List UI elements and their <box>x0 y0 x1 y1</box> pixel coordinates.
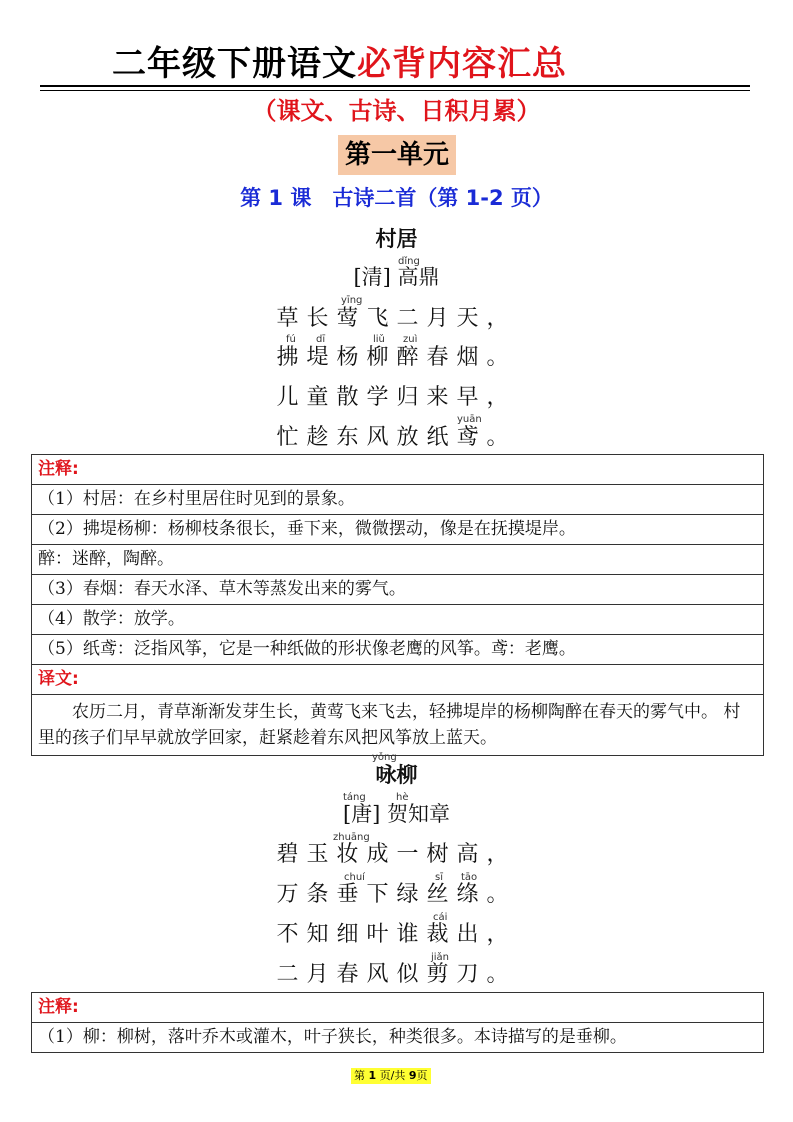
pinyin-yuan: yuān <box>457 414 482 425</box>
notes-heading: 注释: <box>32 993 764 1023</box>
poem2-author: [唐] 贺知章 <box>342 802 451 826</box>
lesson-heading: 第 1 课 古诗二首（第 1-2 页） <box>240 186 553 210</box>
footer-total-pages: 9 <box>408 1069 417 1082</box>
title-black-part: 二年级下册语文 <box>112 44 357 84</box>
footer-page-number: 1 <box>368 1069 377 1082</box>
note-item: （3）春烟：春天水泽、草木等蒸发出来的雾气。 <box>32 575 764 605</box>
poem2-line-3: 不知细叶谁裁出， <box>276 922 517 947</box>
pinyin-di: dī <box>316 334 326 345</box>
translation-heading: 译文: <box>32 665 764 695</box>
footer-mid: 页/共 <box>379 1069 406 1082</box>
pinyin-fu: fú <box>286 334 296 345</box>
pinyin-si: sī <box>435 872 443 883</box>
pinyin-tao: tāo <box>461 872 478 883</box>
pinyin-liu: liǔ <box>373 334 385 345</box>
pinyin-zhuang: zhuāng <box>333 832 370 843</box>
pinyin-tang: táng <box>343 792 366 803</box>
poem2-title: 咏柳 <box>375 763 418 787</box>
poem2-notes-table <box>31 992 764 1053</box>
translation-text: 农历二月，青草渐渐发芽生长，黄莺飞来飞去，轻拂堤岸的杨柳陶醉在春天的雾气中。 村里的孩子们早早就放学回家，赶紧趁着东风把风筝放上蓝天。 <box>32 695 764 756</box>
poem1-line-2: 拂堤杨柳醉春烟。 <box>276 345 517 370</box>
pinyin-chui: chuí <box>344 872 365 883</box>
title-rule-thick <box>40 85 750 87</box>
poem1-author: [清] 高鼎 <box>353 265 440 289</box>
poem1-line-3: 儿童散学归来早， <box>276 385 517 410</box>
poem1-title: 村居 <box>375 227 418 251</box>
pinyin-ding: dǐng <box>398 256 420 267</box>
note-item: （1）村居：在乡村里居住时见到的景象。 <box>32 485 764 515</box>
footer-prefix: 第 <box>354 1069 365 1082</box>
poem2-line-4: 二月春风似剪刀。 <box>276 962 517 987</box>
poem1-line-1: 草长莺飞二月天， <box>276 306 517 331</box>
poem1-notes-table <box>31 454 764 756</box>
footer-suffix: 页 <box>416 1069 428 1082</box>
unit-badge: 第一单元 <box>338 135 456 175</box>
notes-heading: 注释: <box>32 455 764 485</box>
title-rule-thin <box>40 90 750 91</box>
note-item: （1）柳：柳树，落叶乔木或灌木，叶子狭长，种类很多。本诗描写的是垂柳。 <box>32 1023 764 1053</box>
pinyin-yong: yǒng <box>372 752 397 763</box>
pinyin-jian: jiǎn <box>431 952 450 963</box>
poem2-line-1: 碧玉妆成一树高， <box>276 842 517 867</box>
title-red-part: 必背内容汇总 <box>357 44 567 84</box>
note-item: 醉：迷醉，陶醉。 <box>32 545 764 575</box>
page-subtitle: （课文、古诗、日积月累） <box>252 97 541 125</box>
pinyin-cai: cái <box>433 912 448 923</box>
pinyin-ying: yīng <box>341 295 363 306</box>
poem2-line-2: 万条垂下绿丝绦。 <box>276 882 517 907</box>
page-footer <box>351 1068 431 1084</box>
note-item: （2）拂堤杨柳：杨柳枝条很长，垂下来，微微摆动，像是在抚摸堤岸。 <box>32 515 764 545</box>
note-item: （4）散学：放学。 <box>32 605 764 635</box>
page-title <box>112 44 567 84</box>
note-item: （5）纸鸢：泛指风筝，它是一种纸做的形状像老鹰的风筝。鸢：老鹰。 <box>32 635 764 665</box>
pinyin-zui: zuì <box>403 334 418 345</box>
poem1-line-4: 忙趁东风放纸鸢。 <box>276 425 517 450</box>
pinyin-he: hè <box>396 792 409 803</box>
